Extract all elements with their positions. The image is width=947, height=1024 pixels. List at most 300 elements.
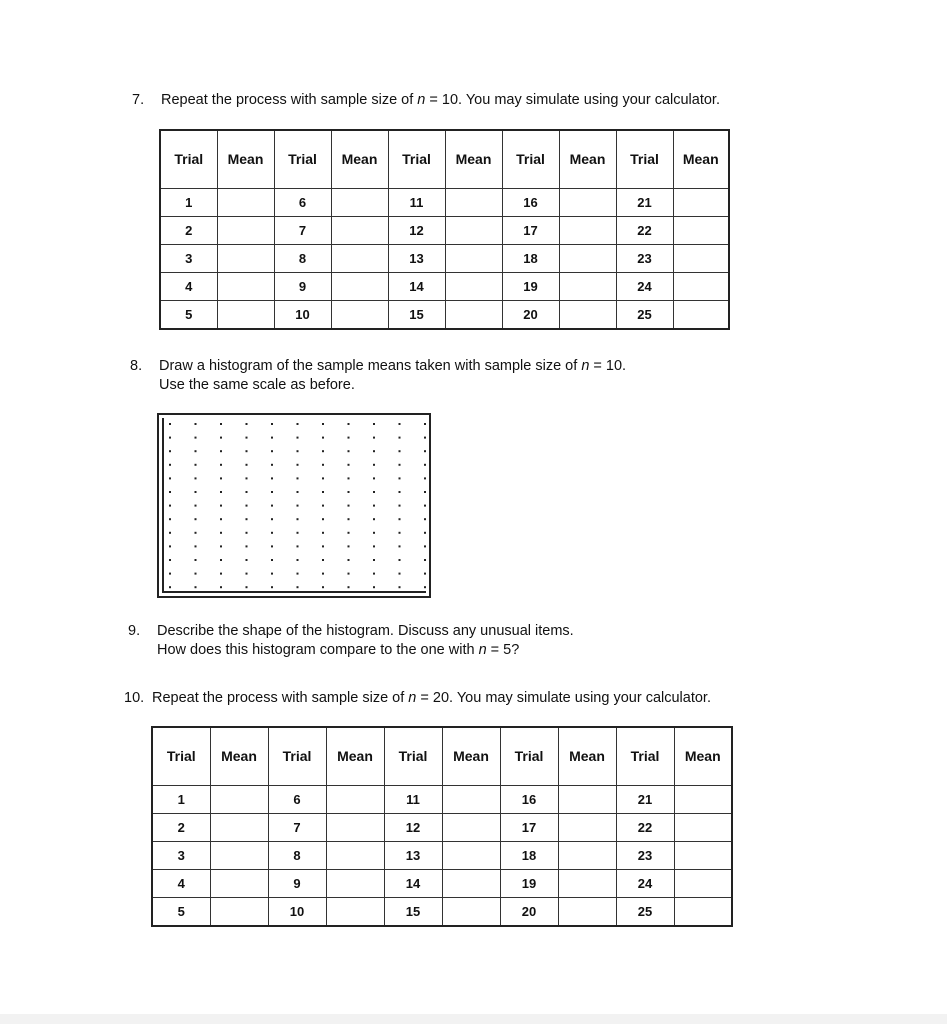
mean-cell[interactable] bbox=[217, 244, 274, 272]
column-header-trial: Trial bbox=[160, 130, 217, 188]
trial-number-cell: 9 bbox=[268, 869, 326, 897]
table-row bbox=[160, 272, 729, 300]
mean-cell[interactable] bbox=[210, 785, 268, 813]
question-9-line1: Describe the shape of the histogram. Discuss any unusual items. bbox=[157, 623, 574, 639]
grid-dot bbox=[220, 559, 222, 561]
table-row bbox=[160, 300, 729, 329]
grid-dot bbox=[271, 450, 273, 452]
mean-cell[interactable] bbox=[331, 244, 388, 272]
mean-cell[interactable] bbox=[674, 813, 732, 841]
trial-number-cell: 19 bbox=[502, 272, 559, 300]
grid-dot bbox=[348, 505, 350, 507]
question-9-line2-before: How does this histogram compare to the one with bbox=[157, 642, 479, 658]
column-header-mean: Mean bbox=[331, 130, 388, 188]
column-header-mean: Mean bbox=[217, 130, 274, 188]
mean-cell[interactable] bbox=[331, 300, 388, 329]
mean-cell[interactable] bbox=[673, 244, 729, 272]
grid-dot bbox=[424, 450, 426, 452]
trial-number-cell: 22 bbox=[616, 813, 674, 841]
column-header-trial: Trial bbox=[152, 727, 210, 785]
trial-number-cell: 14 bbox=[388, 272, 445, 300]
grid-dot bbox=[271, 545, 273, 547]
grid-dot bbox=[322, 423, 324, 425]
grid-dot bbox=[297, 518, 299, 520]
grid-dot bbox=[373, 437, 375, 439]
trial-number-cell: 14 bbox=[384, 869, 442, 897]
mean-cell[interactable] bbox=[559, 244, 616, 272]
grid-dot bbox=[271, 464, 273, 466]
grid-dot bbox=[195, 450, 197, 452]
grid-dot bbox=[373, 532, 375, 534]
trial-number-cell: 8 bbox=[268, 841, 326, 869]
trial-number-cell: 16 bbox=[500, 785, 558, 813]
column-header-mean: Mean bbox=[210, 727, 268, 785]
grid-dot bbox=[399, 423, 401, 425]
grid-dot bbox=[271, 423, 273, 425]
grid-dot bbox=[220, 505, 222, 507]
trial-number-cell: 13 bbox=[388, 244, 445, 272]
trial-number-cell: 21 bbox=[616, 188, 673, 216]
mean-cell[interactable] bbox=[445, 216, 502, 244]
trial-number-cell: 9 bbox=[274, 272, 331, 300]
trial-number-cell: 20 bbox=[502, 300, 559, 329]
mean-cell[interactable] bbox=[442, 869, 500, 897]
trial-number-cell: 1 bbox=[152, 785, 210, 813]
mean-cell[interactable] bbox=[217, 300, 274, 329]
grid-dot bbox=[322, 491, 324, 493]
grid-dot bbox=[348, 573, 350, 575]
grid-dot bbox=[348, 464, 350, 466]
grid-dot bbox=[271, 491, 273, 493]
grid-dot bbox=[297, 573, 299, 575]
grid-dot bbox=[169, 518, 171, 520]
mean-cell[interactable] bbox=[210, 813, 268, 841]
mean-cell[interactable] bbox=[442, 813, 500, 841]
mean-cell[interactable] bbox=[326, 897, 384, 926]
mean-cell[interactable] bbox=[559, 272, 616, 300]
grid-dot bbox=[348, 559, 350, 561]
trial-number-cell: 6 bbox=[268, 785, 326, 813]
mean-cell[interactable] bbox=[673, 216, 729, 244]
grid-dot bbox=[373, 505, 375, 507]
grid-dot bbox=[220, 518, 222, 520]
mean-cell[interactable] bbox=[331, 216, 388, 244]
table-row bbox=[160, 244, 729, 272]
column-header-mean: Mean bbox=[559, 130, 616, 188]
column-header-trial: Trial bbox=[268, 727, 326, 785]
column-header-trial: Trial bbox=[616, 727, 674, 785]
question-8-line2: Use the same scale as before. bbox=[159, 377, 355, 393]
grid-dot bbox=[246, 505, 248, 507]
grid-dot bbox=[322, 464, 324, 466]
question-8-number: 8. bbox=[130, 358, 143, 374]
table-row bbox=[152, 785, 732, 813]
mean-cell[interactable] bbox=[442, 841, 500, 869]
trial-number-cell: 24 bbox=[616, 272, 673, 300]
grid-dot bbox=[297, 532, 299, 534]
grid-dot bbox=[424, 586, 426, 588]
grid-dot bbox=[246, 477, 248, 479]
grid-dot bbox=[322, 545, 324, 547]
trial-number-cell: 25 bbox=[616, 897, 674, 926]
mean-cell[interactable] bbox=[559, 188, 616, 216]
grid-dot bbox=[297, 545, 299, 547]
table-row bbox=[152, 841, 732, 869]
grid-dot bbox=[399, 545, 401, 547]
mean-cell[interactable] bbox=[558, 785, 616, 813]
column-header-trial: Trial bbox=[500, 727, 558, 785]
grid-dot bbox=[297, 491, 299, 493]
question-9 bbox=[128, 622, 574, 660]
mean-cell[interactable] bbox=[559, 300, 616, 329]
question-8-line1-before: Draw a histogram of the sample means taken with sample size of bbox=[159, 358, 582, 374]
grid-dot bbox=[220, 586, 222, 588]
grid-dot bbox=[169, 573, 171, 575]
grid-dot bbox=[195, 586, 197, 588]
mean-cell[interactable] bbox=[326, 813, 384, 841]
trial-number-cell: 17 bbox=[502, 216, 559, 244]
trial-number-cell: 3 bbox=[152, 841, 210, 869]
trial-number-cell: 18 bbox=[502, 244, 559, 272]
grid-dot bbox=[271, 437, 273, 439]
grid-dot bbox=[348, 450, 350, 452]
trial-number-cell: 2 bbox=[152, 813, 210, 841]
mean-cell[interactable] bbox=[326, 869, 384, 897]
grid-dot bbox=[399, 437, 401, 439]
grid-dot bbox=[424, 491, 426, 493]
grid-dot bbox=[348, 423, 350, 425]
trial-table-n10 bbox=[159, 129, 730, 330]
mean-cell[interactable] bbox=[217, 272, 274, 300]
question-7-text-after: = 10. You may simulate using your calculator. bbox=[425, 92, 720, 108]
grid-dot bbox=[195, 423, 197, 425]
grid-dot bbox=[246, 559, 248, 561]
trial-number-cell: 13 bbox=[384, 841, 442, 869]
mean-cell[interactable] bbox=[673, 188, 729, 216]
grid-dot bbox=[373, 559, 375, 561]
grid-dot bbox=[195, 573, 197, 575]
mean-cell[interactable] bbox=[326, 841, 384, 869]
mean-cell[interactable] bbox=[558, 813, 616, 841]
grid-dot bbox=[297, 450, 299, 452]
trial-number-cell: 3 bbox=[160, 244, 217, 272]
grid-dot bbox=[297, 423, 299, 425]
grid-dot bbox=[322, 437, 324, 439]
trial-number-cell: 15 bbox=[384, 897, 442, 926]
column-header-mean: Mean bbox=[558, 727, 616, 785]
column-header-mean: Mean bbox=[673, 130, 729, 188]
grid-dot bbox=[220, 532, 222, 534]
grid-dot bbox=[246, 545, 248, 547]
trial-number-cell: 25 bbox=[616, 300, 673, 329]
grid-dot bbox=[271, 586, 273, 588]
mean-cell[interactable] bbox=[674, 897, 732, 926]
grid-dot bbox=[297, 437, 299, 439]
mean-cell[interactable] bbox=[445, 300, 502, 329]
mean-cell[interactable] bbox=[210, 841, 268, 869]
grid-dot bbox=[220, 450, 222, 452]
grid-dot bbox=[348, 545, 350, 547]
trial-number-cell: 2 bbox=[160, 216, 217, 244]
grid-dot bbox=[297, 505, 299, 507]
grid-dot bbox=[373, 464, 375, 466]
grid-dot bbox=[169, 437, 171, 439]
grid-dot bbox=[271, 505, 273, 507]
trial-number-cell: 8 bbox=[274, 244, 331, 272]
grid-dot bbox=[169, 423, 171, 425]
column-header-trial: Trial bbox=[502, 130, 559, 188]
trial-number-cell: 15 bbox=[388, 300, 445, 329]
grid-dot bbox=[220, 423, 222, 425]
grid-dot bbox=[169, 450, 171, 452]
page-bottom-edge bbox=[0, 1014, 947, 1024]
dot-grid bbox=[159, 415, 429, 596]
trial-number-cell: 4 bbox=[160, 272, 217, 300]
grid-dot bbox=[348, 491, 350, 493]
grid-dot bbox=[195, 477, 197, 479]
trial-number-cell: 18 bbox=[500, 841, 558, 869]
trial-number-cell: 7 bbox=[274, 216, 331, 244]
question-7 bbox=[132, 91, 720, 110]
question-10-variable: n bbox=[408, 690, 417, 706]
table-row bbox=[152, 897, 732, 926]
grid-dot bbox=[373, 423, 375, 425]
column-header-mean: Mean bbox=[326, 727, 384, 785]
mean-cell[interactable] bbox=[331, 272, 388, 300]
mean-cell[interactable] bbox=[674, 785, 732, 813]
grid-dot bbox=[348, 532, 350, 534]
grid-dot bbox=[399, 518, 401, 520]
column-header-trial: Trial bbox=[616, 130, 673, 188]
grid-dot bbox=[220, 437, 222, 439]
grid-dot bbox=[220, 491, 222, 493]
trial-number-cell: 12 bbox=[384, 813, 442, 841]
grid-dot bbox=[348, 518, 350, 520]
table-row bbox=[160, 188, 729, 216]
mean-cell[interactable] bbox=[674, 841, 732, 869]
grid-dot bbox=[297, 477, 299, 479]
grid-dot bbox=[424, 545, 426, 547]
grid-dot bbox=[373, 586, 375, 588]
grid-dot bbox=[246, 437, 248, 439]
grid-dot bbox=[169, 464, 171, 466]
grid-dot bbox=[348, 437, 350, 439]
mean-cell[interactable] bbox=[326, 785, 384, 813]
grid-dot bbox=[373, 518, 375, 520]
question-9-line2 bbox=[128, 641, 574, 660]
trial-number-cell: 5 bbox=[152, 897, 210, 926]
grid-dot bbox=[348, 477, 350, 479]
trial-number-cell: 4 bbox=[152, 869, 210, 897]
grid-dot bbox=[220, 545, 222, 547]
grid-dot bbox=[322, 505, 324, 507]
grid-dot bbox=[399, 477, 401, 479]
grid-dot bbox=[246, 423, 248, 425]
mean-cell[interactable] bbox=[331, 188, 388, 216]
question-9-line2-after: = 5? bbox=[486, 642, 520, 658]
grid-dot bbox=[373, 545, 375, 547]
grid-dot bbox=[246, 464, 248, 466]
grid-dot bbox=[195, 437, 197, 439]
grid-dot bbox=[424, 518, 426, 520]
grid-dot bbox=[424, 532, 426, 534]
trial-number-cell: 5 bbox=[160, 300, 217, 329]
grid-dot bbox=[195, 545, 197, 547]
grid-dot bbox=[246, 491, 248, 493]
trial-number-cell: 21 bbox=[616, 785, 674, 813]
column-header-trial: Trial bbox=[388, 130, 445, 188]
trial-number-cell: 16 bbox=[502, 188, 559, 216]
trial-number-cell: 1 bbox=[160, 188, 217, 216]
grid-dot bbox=[322, 450, 324, 452]
grid-dot bbox=[373, 477, 375, 479]
question-10-number: 10. bbox=[124, 690, 145, 706]
mean-cell[interactable] bbox=[673, 300, 729, 329]
column-header-mean: Mean bbox=[442, 727, 500, 785]
grid-dot bbox=[271, 532, 273, 534]
column-header-trial: Trial bbox=[384, 727, 442, 785]
grid-dot bbox=[169, 491, 171, 493]
mean-cell[interactable] bbox=[558, 897, 616, 926]
grid-dot bbox=[424, 437, 426, 439]
grid-dot bbox=[195, 491, 197, 493]
table-header-row bbox=[152, 727, 732, 785]
question-8-variable: n bbox=[581, 358, 590, 374]
question-9-number: 9. bbox=[128, 623, 141, 639]
grid-dot bbox=[297, 586, 299, 588]
grid-dot bbox=[246, 573, 248, 575]
grid-dot bbox=[246, 532, 248, 534]
mean-cell[interactable] bbox=[442, 897, 500, 926]
mean-cell[interactable] bbox=[558, 841, 616, 869]
grid-dot bbox=[271, 559, 273, 561]
grid-dot bbox=[195, 518, 197, 520]
grid-dot bbox=[373, 450, 375, 452]
question-10 bbox=[124, 689, 711, 708]
table-row bbox=[152, 869, 732, 897]
trial-number-cell: 19 bbox=[500, 869, 558, 897]
trial-number-cell: 11 bbox=[384, 785, 442, 813]
grid-dot bbox=[373, 491, 375, 493]
mean-cell[interactable] bbox=[445, 272, 502, 300]
table-row bbox=[152, 813, 732, 841]
grid-dot bbox=[399, 586, 401, 588]
grid-dot bbox=[297, 464, 299, 466]
question-7-number: 7. bbox=[132, 92, 145, 108]
grid-dot bbox=[271, 573, 273, 575]
grid-dot bbox=[322, 532, 324, 534]
grid-dot bbox=[424, 464, 426, 466]
mean-cell[interactable] bbox=[559, 216, 616, 244]
grid-dot bbox=[169, 532, 171, 534]
trial-number-cell: 6 bbox=[274, 188, 331, 216]
grid-dot bbox=[424, 423, 426, 425]
grid-dot bbox=[169, 586, 171, 588]
grid-dot bbox=[399, 573, 401, 575]
grid-dot bbox=[399, 450, 401, 452]
grid-dot bbox=[348, 586, 350, 588]
grid-dot bbox=[271, 477, 273, 479]
trial-number-cell: 10 bbox=[274, 300, 331, 329]
grid-dot bbox=[220, 464, 222, 466]
grid-dot bbox=[399, 505, 401, 507]
trial-number-cell: 12 bbox=[388, 216, 445, 244]
mean-cell[interactable] bbox=[558, 869, 616, 897]
grid-dot bbox=[322, 518, 324, 520]
grid-dot bbox=[195, 464, 197, 466]
grid-dot bbox=[246, 586, 248, 588]
grid-dot bbox=[195, 505, 197, 507]
grid-dot bbox=[169, 505, 171, 507]
grid-dot bbox=[373, 573, 375, 575]
mean-cell[interactable] bbox=[674, 869, 732, 897]
grid-dot bbox=[322, 477, 324, 479]
column-header-mean: Mean bbox=[674, 727, 732, 785]
question-9-variable: n bbox=[478, 642, 487, 658]
grid-dot bbox=[246, 518, 248, 520]
mean-cell[interactable] bbox=[217, 216, 274, 244]
question-8-line1-after: = 10. bbox=[589, 358, 627, 374]
grid-dot bbox=[169, 477, 171, 479]
trial-number-cell: 23 bbox=[616, 841, 674, 869]
grid-dot bbox=[424, 573, 426, 575]
grid-dot bbox=[399, 491, 401, 493]
mean-cell[interactable] bbox=[445, 188, 502, 216]
column-header-mean: Mean bbox=[445, 130, 502, 188]
grid-dot bbox=[322, 573, 324, 575]
mean-cell[interactable] bbox=[445, 244, 502, 272]
question-8 bbox=[130, 357, 626, 395]
trial-number-cell: 23 bbox=[616, 244, 673, 272]
grid-dot bbox=[297, 559, 299, 561]
mean-cell[interactable] bbox=[210, 897, 268, 926]
trial-number-cell: 22 bbox=[616, 216, 673, 244]
histogram-grid[interactable] bbox=[157, 413, 431, 598]
grid-dot bbox=[399, 559, 401, 561]
trial-number-cell: 11 bbox=[388, 188, 445, 216]
grid-dot bbox=[220, 477, 222, 479]
question-10-text-after: = 20. You may simulate using your calculator. bbox=[416, 690, 711, 706]
grid-dot bbox=[424, 477, 426, 479]
mean-cell[interactable] bbox=[210, 869, 268, 897]
question-7-variable: n bbox=[417, 92, 426, 108]
grid-dot bbox=[271, 518, 273, 520]
grid-dot bbox=[169, 545, 171, 547]
grid-dot bbox=[322, 586, 324, 588]
trial-number-cell: 17 bbox=[500, 813, 558, 841]
question-7-text-before: Repeat the process with sample size of bbox=[161, 92, 418, 108]
grid-dot bbox=[424, 559, 426, 561]
grid-dot bbox=[322, 559, 324, 561]
trial-number-cell: 10 bbox=[268, 897, 326, 926]
trial-number-cell: 20 bbox=[500, 897, 558, 926]
trial-table-n20 bbox=[151, 726, 733, 927]
grid-dot bbox=[220, 573, 222, 575]
grid-dot bbox=[195, 532, 197, 534]
mean-cell[interactable] bbox=[442, 785, 500, 813]
mean-cell[interactable] bbox=[217, 188, 274, 216]
grid-dot bbox=[399, 464, 401, 466]
table-row bbox=[160, 216, 729, 244]
mean-cell[interactable] bbox=[673, 272, 729, 300]
grid-dot bbox=[424, 505, 426, 507]
grid-dot bbox=[399, 532, 401, 534]
question-10-text-before: Repeat the process with sample size of bbox=[152, 690, 409, 706]
table-header-row bbox=[160, 130, 729, 188]
trial-number-cell: 24 bbox=[616, 869, 674, 897]
grid-dot bbox=[195, 559, 197, 561]
column-header-trial: Trial bbox=[274, 130, 331, 188]
